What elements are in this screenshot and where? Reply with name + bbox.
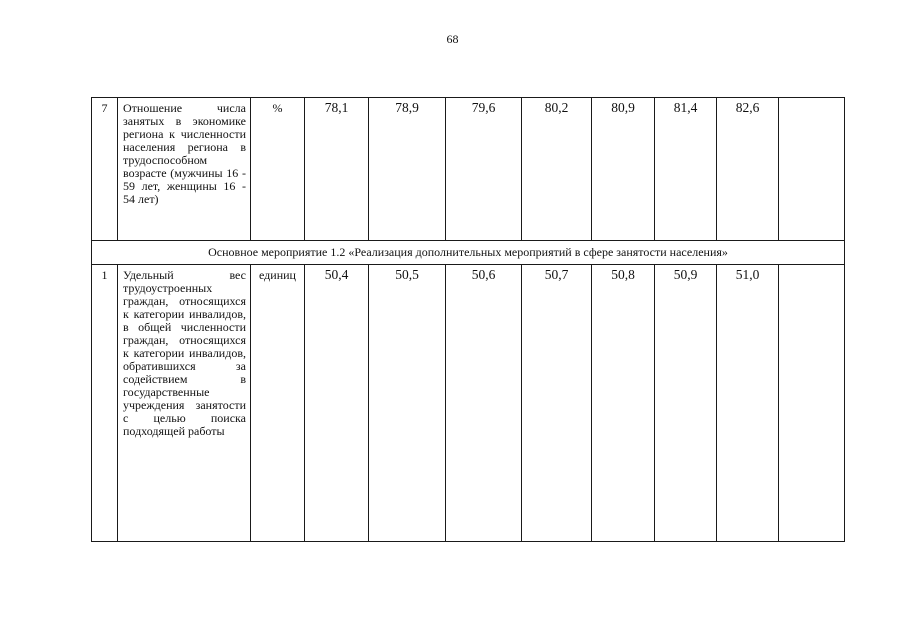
indicators-table bbox=[91, 97, 845, 542]
value-cell: 50,6 bbox=[446, 265, 522, 542]
value-cell: 81,4 bbox=[655, 98, 717, 241]
section-heading: Основное мероприятие 1.2 «Реализация дополнительных мероприятий в сфере занятости населения» bbox=[92, 241, 845, 265]
unit-cell: единиц bbox=[251, 265, 305, 542]
section-heading-row bbox=[92, 241, 845, 265]
value-cell: 50,5 bbox=[369, 265, 446, 542]
indicator-name: Удельный вес трудоустроенных граждан, относящихся к категории инвалидов, в общей численности граждан, относящихся к категории инвалидов, обратившихся за содействием в государственные учреждения занятости с целью поиска подходящей работы bbox=[118, 265, 251, 542]
value-cell: 50,8 bbox=[592, 265, 655, 542]
value-cell: 80,2 bbox=[522, 98, 592, 241]
value-cell: 51,0 bbox=[717, 265, 779, 542]
value-cell bbox=[779, 98, 845, 241]
value-cell: 78,1 bbox=[305, 98, 369, 241]
page-number: 68 bbox=[446, 32, 459, 46]
table-row bbox=[92, 265, 845, 542]
value-cell: 50,7 bbox=[522, 265, 592, 542]
value-cell: 82,6 bbox=[717, 98, 779, 241]
row-number: 7 bbox=[92, 98, 118, 241]
value-cell: 80,9 bbox=[592, 98, 655, 241]
value-cell: 50,9 bbox=[655, 265, 717, 542]
row-number: 1 bbox=[92, 265, 118, 542]
table-row bbox=[92, 98, 845, 241]
value-cell bbox=[779, 265, 845, 542]
unit-cell: % bbox=[251, 98, 305, 241]
indicator-name: Отношение числа занятых в экономике региона к численности населения региона в трудоспособном возрасте (мужчины 16 - 59 лет, женщины 16 - 54 лет) bbox=[118, 98, 251, 241]
value-cell: 78,9 bbox=[369, 98, 446, 241]
value-cell: 50,4 bbox=[305, 265, 369, 542]
value-cell: 79,6 bbox=[446, 98, 522, 241]
